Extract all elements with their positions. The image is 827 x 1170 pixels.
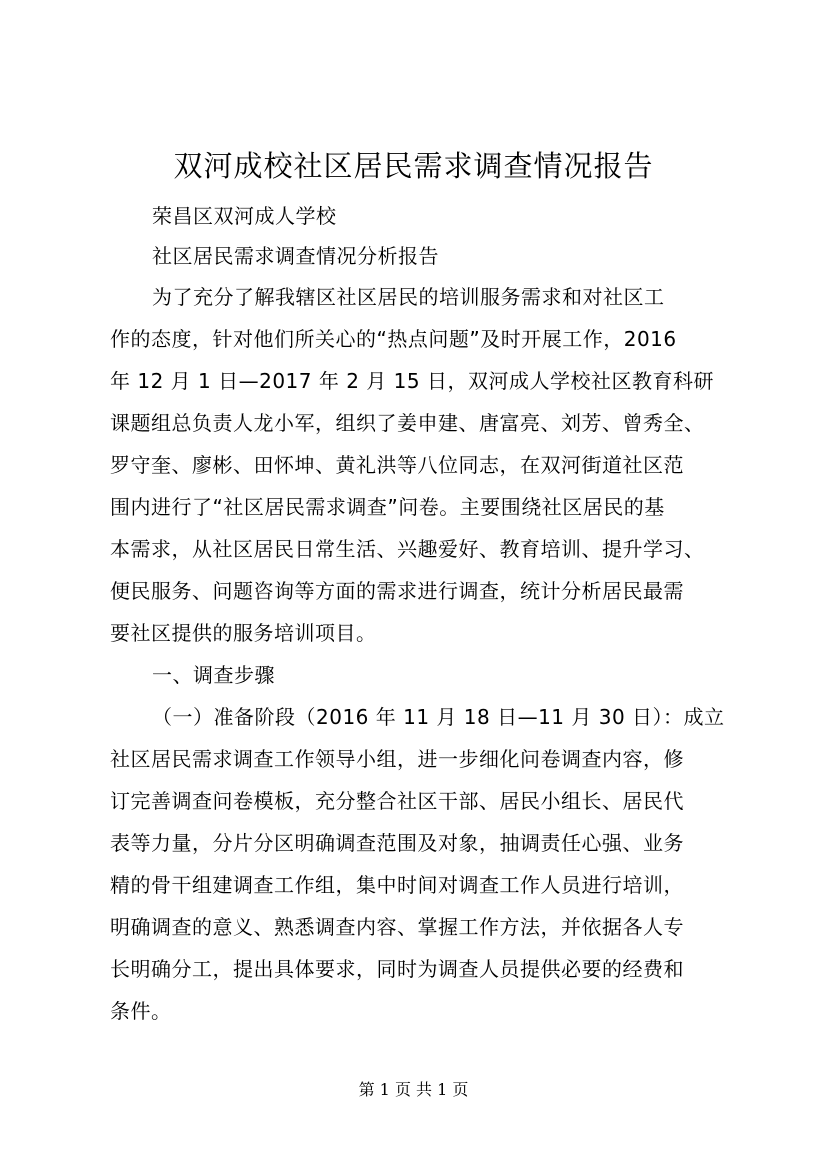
paragraph-2-line-6: 明确调查的意义、熟悉调查内容、掌握工作方法，并依据各人专 bbox=[110, 915, 684, 939]
paragraph-2-line-2: 社区居民需求调查工作领导小组，进一步细化问卷调查内容，修 bbox=[110, 747, 684, 771]
paragraph-1-line-1: 为了充分了解我辖区社区居民的培训服务需求和对社区工 bbox=[152, 285, 665, 309]
paragraph-1-line-7: 本需求，从社区居民日常生活、兴趣爱好、教育培训、提升学习、 bbox=[110, 537, 705, 561]
paragraph-2-line-1: （一）准备阶段（2016 年 11 月 18 日—11 月 30 日）：成立 bbox=[152, 705, 725, 729]
page-number-footer: 第 1 页 共 1 页 bbox=[358, 1080, 469, 1099]
paragraph-2-line-8: 条件。 bbox=[110, 999, 172, 1023]
paragraph-2-line-7: 长明确分工，提出具体要求，同时为调查人员提供必要的经费和 bbox=[110, 957, 684, 981]
section-1-heading: 一、调查步骤 bbox=[152, 663, 275, 687]
paragraph-1-line-2: 作的态度，针对他们所关心的“热点问题”及时开展工作，2016 bbox=[110, 327, 677, 351]
paragraph-2-line-5: 精的骨干组建调查工作组，集中时间对调查工作人员进行培训， bbox=[110, 873, 684, 897]
school-name: 荣昌区双河成人学校 bbox=[152, 204, 337, 228]
paragraph-1-line-8: 便民服务、问题咨询等方面的需求进行调查，统计分析居民最需 bbox=[110, 579, 684, 603]
paragraph-2-line-4: 表等力量，分片分区明确调查范围及对象，抽调责任心强、业务 bbox=[110, 831, 684, 855]
paragraph-2-line-3: 订完善调查问卷模板，充分整合社区干部、居民小组长、居民代 bbox=[110, 789, 684, 813]
paragraph-1-line-3: 年 12 月 1 日—2017 年 2 月 15 日，双河成人学校社区教育科研 bbox=[110, 369, 714, 393]
paragraph-1-line-5: 罗守奎、廖彬、田怀坤、黄礼洪等八位同志，在双河街道社区范 bbox=[110, 453, 684, 477]
paragraph-1-line-9: 要社区提供的服务培训项目。 bbox=[110, 621, 377, 645]
paragraph-1-line-4: 课题组总负责人龙小军，组织了姜申建、唐富亮、刘芳、曾秀全、 bbox=[110, 411, 705, 435]
document-title: 双河成校社区居民需求调查情况报告 bbox=[173, 149, 654, 183]
report-subtitle: 社区居民需求调查情况分析报告 bbox=[152, 244, 439, 268]
paragraph-1-line-6: 围内进行了“社区居民需求调查”问卷。主要围绕社区居民的基 bbox=[110, 495, 665, 519]
